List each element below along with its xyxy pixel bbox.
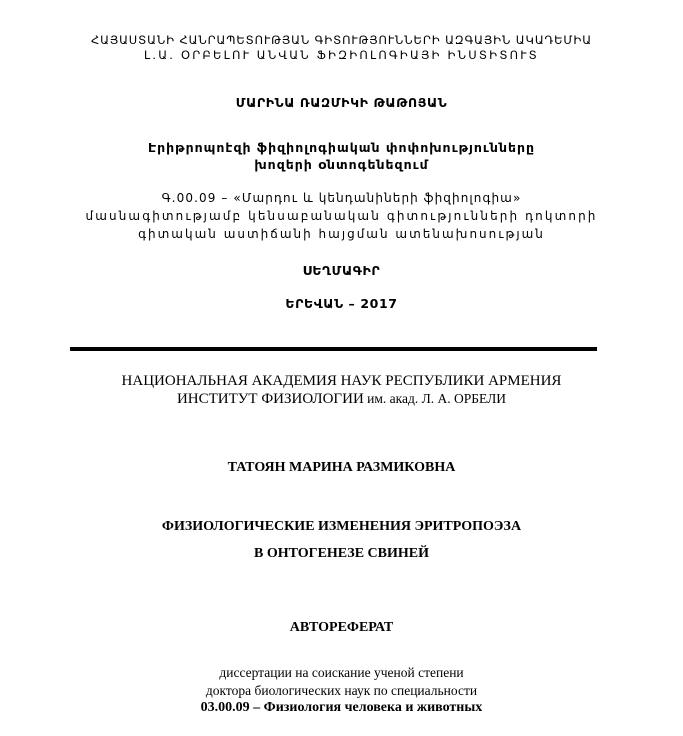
russian-description-line1: диссертации на соискание ученой степени — [219, 665, 464, 680]
armenian-specialty-line2: մասնագիտությամբ կենսաբանական գիտությունների դոկտորի — [85, 209, 598, 223]
russian-specialty: 03.00.09 – Физиология человека и животных — [200, 700, 483, 715]
russian-institution-line2 — [0, 391, 683, 408]
armenian-title-line1: Էրիթրոպոէզի ֆիզիոլոգիական փոփոխությունները — [147, 140, 536, 155]
armenian-institution-line1: ՀԱՅԱՍՏԱՆԻ ՀԱՆՐԱՊԵՏՈՒԹՅԱՆ ԳԻՏՈՒԹՅՈՒՆՆԵՐԻ ԱԶԳԱՅԻՆ ԱԿԱԴԵՄԻԱ — [90, 33, 592, 47]
armenian-institution-line2: Լ.Ա. ՕՐԲԵԼՈՒ ԱՆՎԱՆ ՖԻԶԻՈԼՈԳԻԱՅԻ ԻՆՍՏԻՏՈՒՏ — [144, 48, 539, 62]
russian-institution-suffix: им. акад. Л. А. ОРБЕЛИ — [363, 391, 507, 406]
armenian-specialty-line1: Գ.00.09 – «Մարդու և կենդանիների ֆիզիոլոգիա» — [161, 191, 522, 205]
armenian-city-year: ԵՐԵՎԱՆ – 2017 — [285, 296, 398, 311]
russian-title-line2: В ОНТОГЕНЕЗЕ СВИНЕЙ — [254, 546, 429, 561]
russian-author-name: ТАТОЯН МАРИНА РАЗМИКОВНА — [227, 460, 456, 475]
russian-doc-type: АВТОРЕФЕРАТ — [289, 620, 394, 635]
armenian-specialty-line3: գիտական աստիճանի հայցման ատենախոսության — [138, 227, 545, 241]
section-divider — [70, 347, 597, 351]
armenian-title-line2: խոզերի օնտոգենեզում — [254, 157, 429, 172]
russian-institution-name: ИНСТИТУТ ФИЗИОЛОГИИ — [176, 391, 364, 407]
russian-title-line1: ФИЗИОЛОГИЧЕСКИЕ ИЗМЕНЕНИЯ ЭРИТРОПОЭЗА — [161, 519, 522, 534]
armenian-author-name: ՄԱՐԻՆԱ ՌԱԶՄԻԿԻ ԹԱԹՈՅԱՆ — [235, 95, 448, 110]
russian-institution-line1: НАЦИОНАЛЬНАЯ АКАДЕМИЯ НАУК РЕСПУБЛИКИ АРМЕНИЯ — [121, 373, 562, 389]
armenian-doc-type: ՍԵՂՄԱԳԻՐ — [302, 263, 381, 278]
russian-description-line2: доктора биологических наук по специальности — [205, 683, 478, 698]
